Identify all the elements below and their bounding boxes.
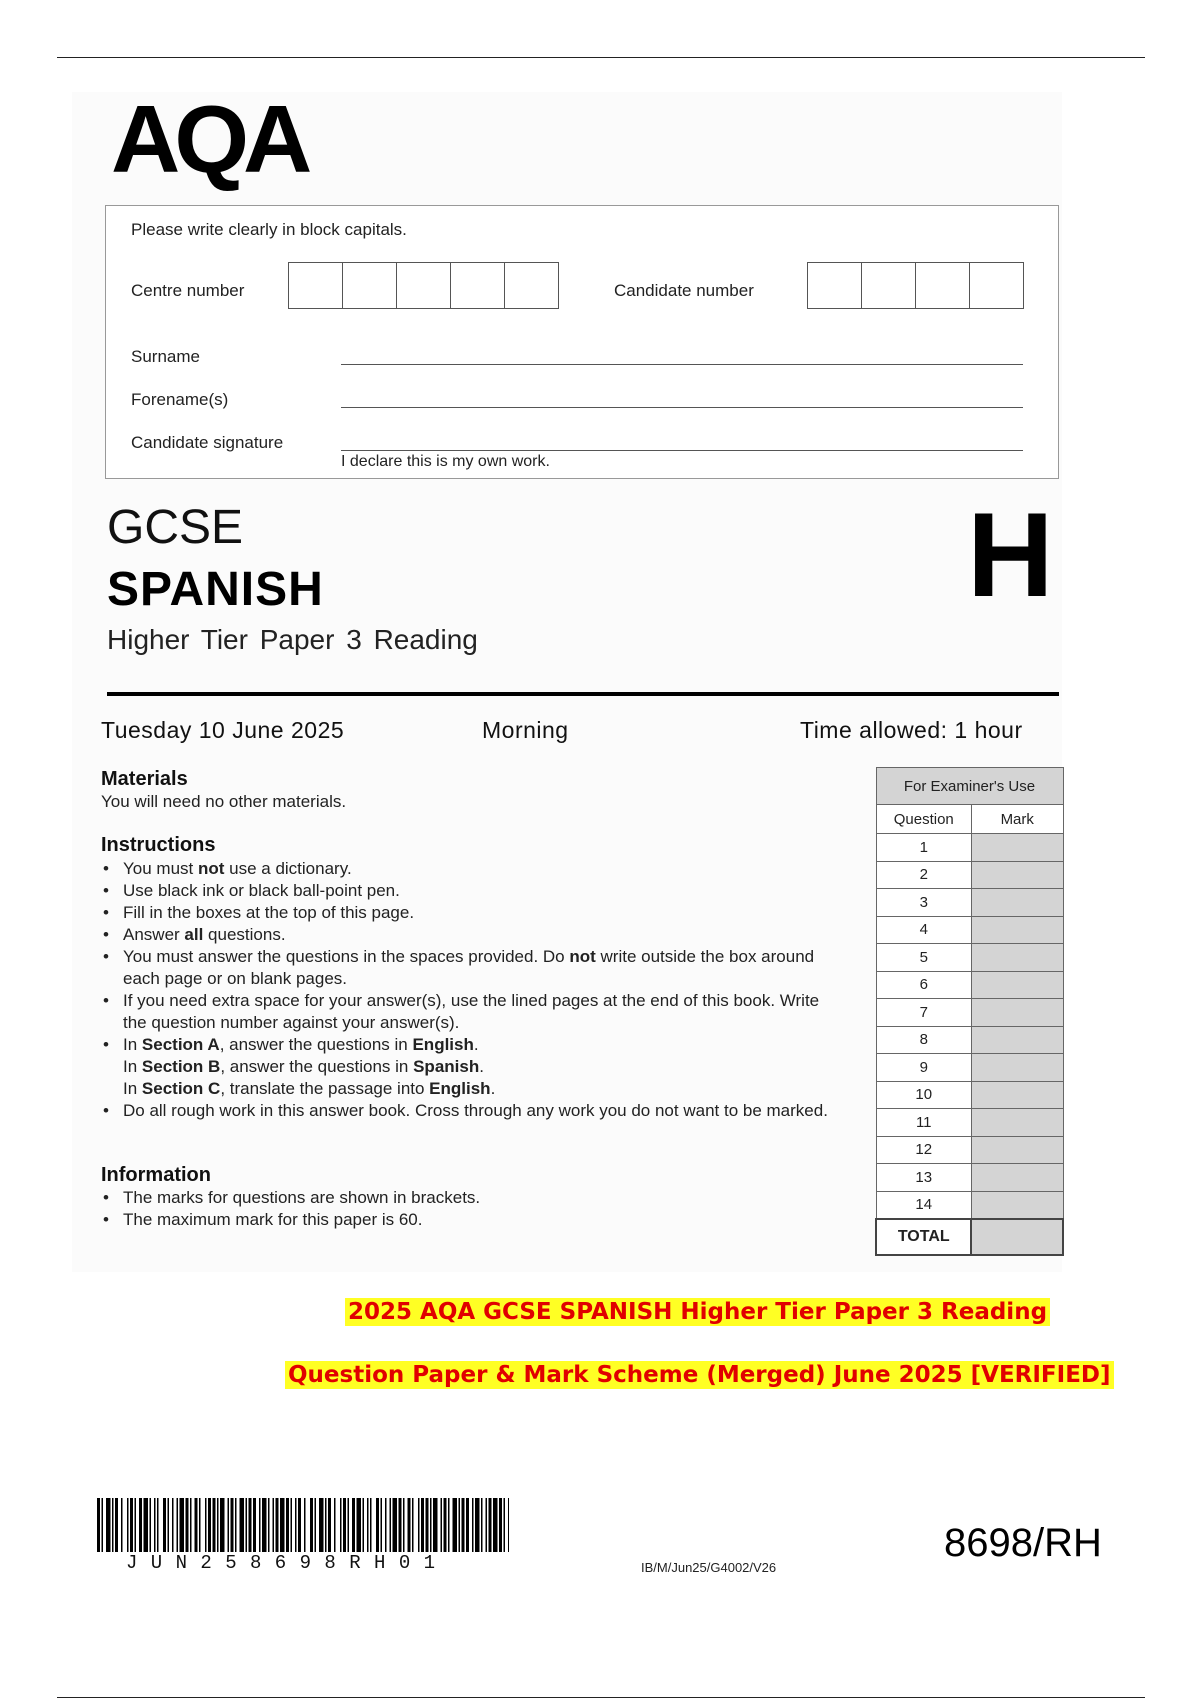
- exam-session: Morning: [482, 717, 569, 743]
- barcode-bar: [253, 1498, 256, 1552]
- candidate-number-label: Candidate number: [614, 281, 754, 300]
- exam-date: Tuesday 10 June 2025: [101, 717, 345, 743]
- centre-number-label: Centre number: [131, 281, 245, 300]
- title-divider: [107, 692, 1059, 696]
- candidate-digit-box[interactable]: [916, 263, 970, 308]
- candidate-digit-box[interactable]: [862, 263, 916, 308]
- barcode-bar: [231, 1498, 234, 1552]
- barcode-bar: [102, 1498, 104, 1552]
- barcode-bar: [249, 1498, 252, 1552]
- instructions-list: [101, 858, 841, 1122]
- centre-digit-box[interactable]: [451, 263, 505, 308]
- signature-label: Candidate signature: [131, 433, 284, 452]
- barcode-bar: [421, 1498, 424, 1552]
- total-mark-cell: [971, 1219, 1063, 1255]
- question-row: [876, 1164, 1063, 1192]
- barcode-bar: [430, 1498, 432, 1552]
- barcode-bar: [328, 1498, 331, 1552]
- question-number: 8: [876, 1026, 971, 1054]
- barcode-bar: [481, 1498, 483, 1552]
- barcode-bar: [357, 1498, 362, 1552]
- mark-cell: [971, 1026, 1063, 1054]
- examiner-table-title: For Examiner's Use: [876, 768, 1063, 805]
- centre-digit-box[interactable]: [343, 263, 397, 308]
- barcode-bar: [408, 1498, 411, 1552]
- information-heading: Information: [101, 1164, 211, 1186]
- barcode-bar: [217, 1498, 219, 1552]
- barcode-bar: [276, 1498, 279, 1552]
- barcode-bar: [157, 1498, 159, 1552]
- information-list: [101, 1187, 841, 1231]
- question-row: [876, 999, 1063, 1027]
- question-number: 12: [876, 1136, 971, 1164]
- promo-banner-line2: Question Paper & Mark Scheme (Merged) June 2025 [VERIFIED]: [285, 1361, 1114, 1389]
- barcode-bar: [426, 1498, 429, 1552]
- instruction-item: • You must not use a dictionary.: [101, 858, 841, 880]
- forename-label: Forename(s): [131, 390, 229, 409]
- barcode-bar: [385, 1498, 387, 1552]
- barcode-bar: [462, 1498, 465, 1552]
- barcode-bar: [466, 1498, 469, 1552]
- materials-heading: Materials: [101, 768, 188, 790]
- barcode-bar: [453, 1498, 458, 1552]
- barcode-bar: [154, 1498, 156, 1552]
- mark-cell: [971, 889, 1063, 917]
- barcode-bar: [228, 1498, 230, 1552]
- barcode-bar: [240, 1498, 245, 1552]
- barcode-bar: [139, 1498, 142, 1552]
- question-row: [876, 1026, 1063, 1054]
- barcode-bar: [504, 1498, 506, 1552]
- barcode-bar: [390, 1498, 392, 1552]
- barcode-bar: [190, 1498, 192, 1552]
- question-number: 9: [876, 1054, 971, 1082]
- forename-line[interactable]: [341, 407, 1023, 408]
- barcode-bar: [412, 1498, 414, 1552]
- barcode-bar: [106, 1498, 111, 1552]
- instruction-item: • Answer all questions.: [101, 924, 841, 946]
- barcode-bar: [489, 1498, 492, 1552]
- centre-digit-box[interactable]: [505, 263, 558, 308]
- barcode-bar: [121, 1498, 123, 1552]
- question-row: [876, 916, 1063, 944]
- question-number: 11: [876, 1109, 971, 1137]
- instruction-item: • If you need extra space for your answer(s), use the lined pages at the end of this book. Write the question number against your answer(s).: [101, 990, 841, 1034]
- paper-title: Higher Tier Paper 3 Reading: [107, 624, 478, 655]
- barcode-bar: [367, 1498, 369, 1552]
- barcode-bar: [186, 1498, 189, 1552]
- aqa-logo: AQA: [111, 86, 307, 193]
- document-reference: IB/M/Jun25/G4002/V26: [641, 1560, 777, 1575]
- barcode-bar: [370, 1498, 372, 1552]
- instruction-item: • You must answer the questions in the spaces provided. Do not write outside the box around each page or on blank pages.: [101, 946, 841, 990]
- barcode-bar: [486, 1498, 488, 1552]
- candidate-details-box: [105, 205, 1059, 479]
- barcode-bar: [403, 1498, 405, 1552]
- question-row: [876, 1191, 1063, 1219]
- mark-cell: [971, 1054, 1063, 1082]
- barcode-bar: [381, 1498, 383, 1552]
- barcode-bar: [286, 1498, 289, 1552]
- barcode-bar: [433, 1498, 438, 1552]
- surname-label: Surname: [131, 347, 200, 366]
- barcode-bar: [352, 1498, 355, 1552]
- mark-cell: [971, 861, 1063, 889]
- barcode-bar: [459, 1498, 461, 1552]
- barcode-bar: [144, 1498, 149, 1552]
- barcode-bar: [376, 1498, 379, 1552]
- tier-letter: H: [967, 488, 1054, 622]
- mark-cell: [971, 1081, 1063, 1109]
- question-row: [876, 1109, 1063, 1137]
- materials-text: You will need no other materials.: [101, 792, 347, 811]
- centre-number-boxes[interactable]: [288, 262, 559, 309]
- barcode-bar: [448, 1498, 450, 1552]
- barcode-bar: [163, 1498, 166, 1552]
- total-label: TOTAL: [876, 1219, 971, 1255]
- instruction-item: • Fill in the boxes at the top of this page.: [101, 902, 841, 924]
- instructions-heading: Instructions: [101, 834, 216, 856]
- instruction-item: • In Section A, answer the questions in English. In Section B, answer the questions in Spanish. In Section C, translate the passage into English.: [101, 1034, 841, 1100]
- barcode-text: JUN258698RH01: [126, 1552, 449, 1574]
- mark-cell: [971, 834, 1063, 862]
- barcode-bar: [325, 1498, 327, 1552]
- subject-title: SPANISH: [107, 563, 324, 616]
- candidate-digit-box[interactable]: [970, 263, 1023, 308]
- question-row: [876, 1054, 1063, 1082]
- barcode-bar: [315, 1498, 317, 1552]
- question-number: 14: [876, 1191, 971, 1219]
- barcode-bar: [205, 1498, 207, 1552]
- total-row: [876, 1219, 1063, 1255]
- barcode-bar: [295, 1498, 297, 1552]
- barcode-bar: [291, 1498, 293, 1552]
- candidate-number-boxes[interactable]: [807, 262, 1024, 309]
- question-row: [876, 971, 1063, 999]
- barcode-bar: [393, 1498, 398, 1552]
- barcode-bar: [319, 1498, 324, 1552]
- question-row: [876, 889, 1063, 917]
- barcode-bar: [208, 1498, 211, 1552]
- question-number: 1: [876, 834, 971, 862]
- question-number: 5: [876, 944, 971, 972]
- question-row: [876, 861, 1063, 889]
- candidate-digit-box[interactable]: [808, 263, 862, 308]
- time-allowed: Time allowed: 1 hour: [800, 717, 1023, 743]
- barcode-bar: [343, 1498, 346, 1552]
- barcode-bar: [304, 1498, 306, 1552]
- barcode-bar: [97, 1498, 100, 1552]
- question-number: 4: [876, 916, 971, 944]
- barcode-bar: [127, 1498, 129, 1552]
- barcode-bar: [172, 1498, 174, 1552]
- barcode-bar: [444, 1498, 447, 1552]
- question-number: 7: [876, 999, 971, 1027]
- question-number: 6: [876, 971, 971, 999]
- barcode-bar: [472, 1498, 474, 1552]
- centre-digit-box[interactable]: [397, 263, 451, 308]
- barcode-bar: [493, 1498, 498, 1552]
- mark-cell: [971, 1191, 1063, 1219]
- barcode-bar: [348, 1498, 350, 1552]
- barcode-bar: [195, 1498, 198, 1552]
- barcode-bar: [298, 1498, 301, 1552]
- promo-banner-line1: 2025 AQA GCSE SPANISH Higher Tier Paper 3 Reading: [345, 1298, 1050, 1326]
- barcode-bar: [199, 1498, 201, 1552]
- barcode-bar: [418, 1498, 420, 1552]
- barcode-bar: [130, 1498, 133, 1552]
- question-row: [876, 944, 1063, 972]
- question-number: 3: [876, 889, 971, 917]
- instruction-item: • Do all rough work in this answer book. Cross through any work you do not want to be marked.: [101, 1100, 841, 1122]
- mark-cell: [971, 971, 1063, 999]
- top-rule: [57, 57, 1145, 58]
- barcode: [97, 1498, 509, 1552]
- block-capitals-instruction: Please write clearly in block capitals.: [131, 220, 407, 239]
- barcode-bar: [399, 1498, 402, 1552]
- surname-line[interactable]: [341, 364, 1023, 365]
- barcode-bar: [441, 1498, 443, 1552]
- question-number: 13: [876, 1164, 971, 1192]
- mark-cell: [971, 1164, 1063, 1192]
- paper-code: 8698/RH: [944, 1521, 1102, 1565]
- mark-cell: [971, 916, 1063, 944]
- barcode-bar: [246, 1498, 248, 1552]
- barcode-bar: [168, 1498, 170, 1552]
- question-rows: [876, 834, 1063, 1220]
- barcode-bar: [213, 1498, 216, 1552]
- question-row: [876, 1081, 1063, 1109]
- barcode-bar: [112, 1498, 114, 1552]
- mark-column-header: Mark: [971, 805, 1063, 834]
- barcode-bar: [499, 1498, 502, 1552]
- signature-line[interactable]: [341, 450, 1023, 451]
- mark-cell: [971, 1136, 1063, 1164]
- barcode-bar: [135, 1498, 137, 1552]
- declaration-text: I declare this is my own work.: [341, 453, 550, 470]
- examiner-use-table: [875, 767, 1064, 1256]
- barcode-bar: [475, 1498, 480, 1552]
- barcode-bar: [280, 1498, 285, 1552]
- barcode-bar: [273, 1498, 275, 1552]
- bottom-rule: [57, 1697, 1145, 1698]
- barcode-bar: [262, 1498, 267, 1552]
- barcode-bar: [259, 1498, 261, 1552]
- qualification-title: GCSE: [107, 501, 244, 554]
- question-column-header: Question: [876, 805, 971, 834]
- question-row: [876, 1136, 1063, 1164]
- barcode-bar: [363, 1498, 365, 1552]
- barcode-bar: [310, 1498, 313, 1552]
- barcode-bar: [180, 1498, 185, 1552]
- mark-cell: [971, 999, 1063, 1027]
- barcode-bar: [150, 1498, 152, 1552]
- information-item: • The marks for questions are shown in brackets.: [101, 1187, 841, 1209]
- barcode-bar: [177, 1498, 179, 1552]
- mark-cell: [971, 944, 1063, 972]
- question-number: 10: [876, 1081, 971, 1109]
- barcode-bar: [340, 1498, 342, 1552]
- centre-digit-box[interactable]: [289, 263, 343, 308]
- question-row: [876, 834, 1063, 862]
- instruction-item: • Use black ink or black ball-point pen.: [101, 880, 841, 902]
- barcode-bar: [115, 1498, 118, 1552]
- information-item: • The maximum mark for this paper is 60.: [101, 1209, 841, 1231]
- mark-cell: [971, 1109, 1063, 1137]
- barcode-bar: [235, 1498, 237, 1552]
- barcode-bar: [508, 1498, 509, 1552]
- barcode-bar: [268, 1498, 270, 1552]
- barcode-bar: [220, 1498, 225, 1552]
- barcode-bar: [334, 1498, 336, 1552]
- question-number: 2: [876, 861, 971, 889]
